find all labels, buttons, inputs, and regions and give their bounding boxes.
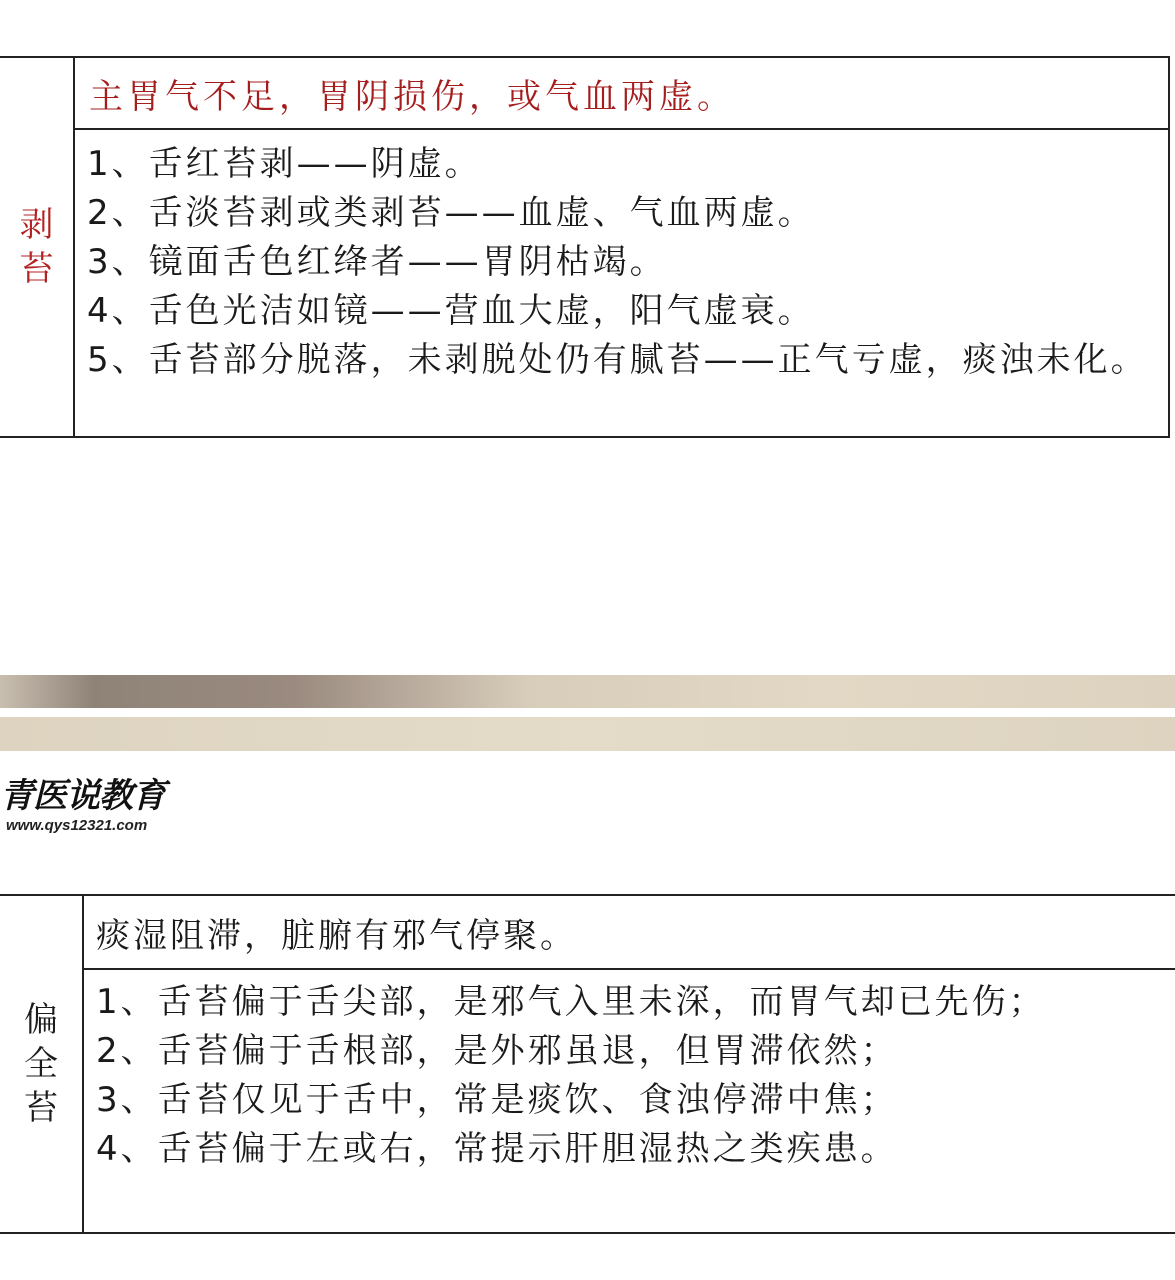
logo-name: 青医说教育 — [0, 776, 165, 816]
list-item: 3、舌苔仅见于舌中，常是痰饮、食浊停滞中焦； — [96, 1080, 898, 1120]
decorative-band — [0, 717, 1175, 751]
label-char: 剥 — [19, 205, 54, 245]
label-char: 苔 — [19, 249, 54, 289]
summary-cell: 主胃气不足，胃阴损伤，或气血两虚。 — [73, 58, 1168, 130]
partial-coating-table — [0, 894, 1175, 1234]
list-item: 3、镜面舌色红绛者——胃阴枯竭。 — [87, 242, 667, 282]
logo-url: www.qys12321.com — [6, 817, 148, 834]
label-char: 全 — [24, 1044, 58, 1084]
summary-cell: 痰湿阻滞，脏腑有邪气停聚。 — [82, 896, 1175, 970]
list-item: 5、舌苔部分脱落，未剥脱处仍有腻苔——正气亏虚，痰浊未化。 — [87, 340, 1148, 380]
decorative-band — [0, 675, 1175, 708]
row-label — [0, 896, 84, 1232]
items-cell — [73, 130, 1168, 436]
label-char: 偏 — [24, 1000, 58, 1040]
list-item: 1、舌红苔剥——阴虚。 — [87, 144, 482, 184]
row-label — [0, 58, 75, 436]
list-item: 1、舌苔偏于舌尖部，是邪气入里未深，而胃气却已先伤； — [96, 982, 1046, 1022]
items-cell — [82, 970, 1175, 1232]
list-item: 2、舌苔偏于舌根部，是外邪虽退，但胃滞依然； — [96, 1031, 898, 1071]
list-item: 4、舌色光洁如镜——营血大虚，阳气虚衰。 — [87, 291, 815, 331]
list-item: 4、舌苔偏于左或右，常提示肝胆湿热之类疾患。 — [96, 1129, 898, 1169]
label-char: 苔 — [24, 1088, 58, 1128]
peeled-coating-table — [0, 56, 1170, 438]
list-item: 2、舌淡苔剥或类剥苔——血虚、气血两虚。 — [87, 193, 815, 233]
brand-logo — [0, 768, 165, 834]
